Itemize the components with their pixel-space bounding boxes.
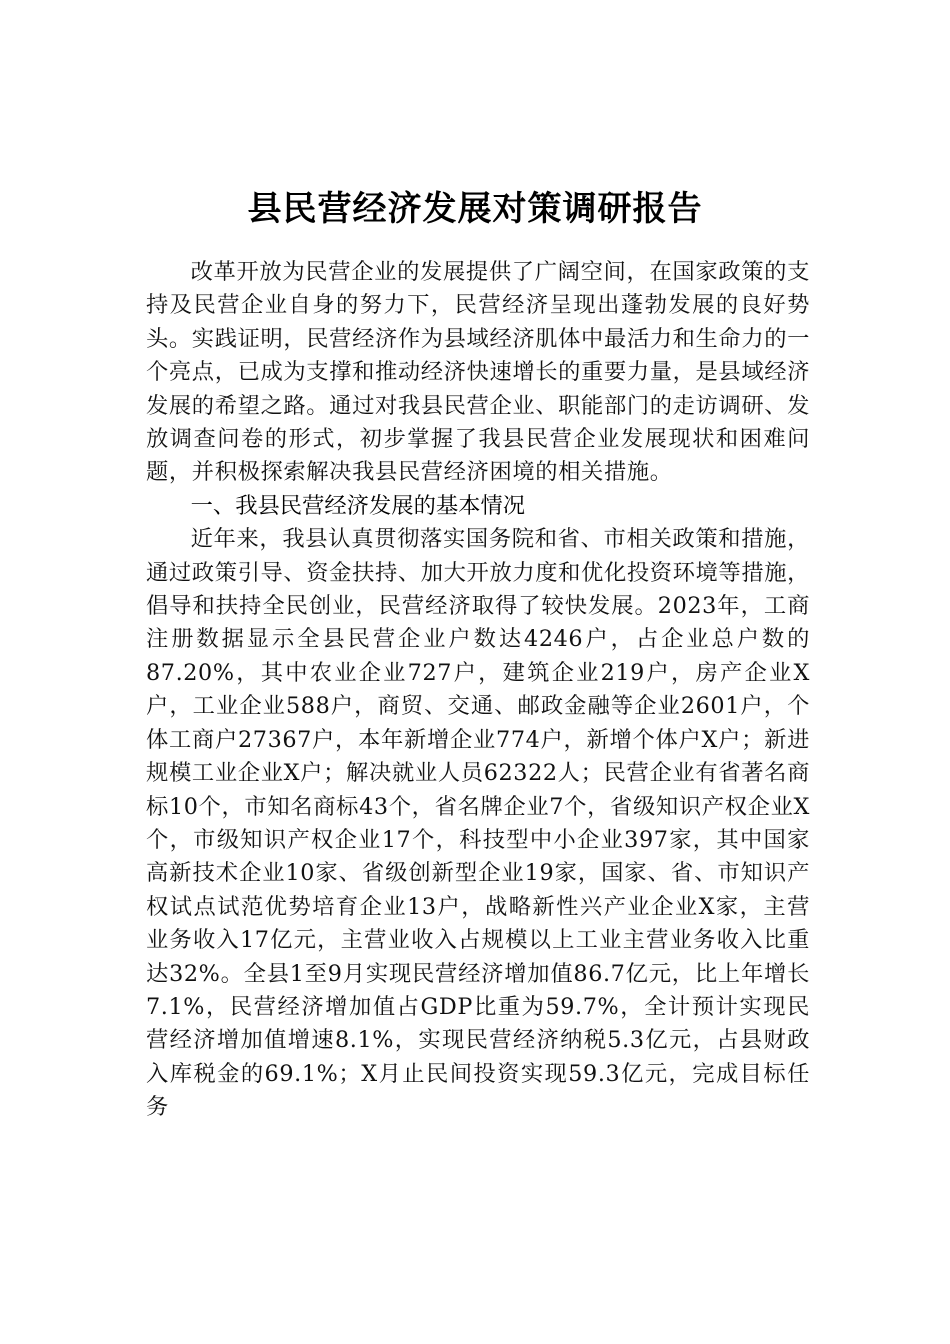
- intro-paragraph: 改革开放为民营企业的发展提供了广阔空间，在国家政策的支持及民营企业自身的努力下，民营经济呈现出蓬勃发展的良好势头。实践证明，民营经济作为县域经济肌体中最活力和生命力的一个亮点，已成为支撑和推动经济快速增长的重要力量，是县域经济发展的希望之路。通过对我县民营企业、职能部门的走访调研、发放调查问卷的形式，初步掌握了我县民营企业发展现状和困难问题，并积极探索解决我县民营经济困境的相关措施。: [146, 259, 811, 486]
- document-title: 县民营经济发展对策调研报告: [247, 188, 703, 229]
- section-1-paragraph: 近年来，我县认真贯彻落实国务院和省、市相关政策和措施，通过政策引导、资金扶持、加大开放力度和优化投资环境等措施，倡导和扶持全民创业，民营经济取得了较快发展。2023年，工商注册数据显示全县民营企业户数达4246户，占企业总户数的87.20%，其中农业企业727户，建筑企业219户，房产企业X户，工业企业588户，商贸、交通、邮政金融等企业2601户，个体工商户27367户，本年新增企业774户，新增个体户X户；新进规模工业企业X户；解决就业人员62322人；民营企业有省著名商标10个，市知名商标43个，省名牌企业7个，省级知识产权企业X个，市级知识产权企业17个，科技型中小企业397家，其中国家高新技术企业10家、省级创新型企业19家，国家、省、市知识产权试点试范优势培育企业13户，战略新性兴产业企业X家，主营业务收入17亿元，主营业收入占规模以上工业主营业务收入比重达32%。全县1至9月实现民营经济增加值86.7亿元，比上年增长7.1%，民营经济增加值占GDP比重为59.7%，全计预计实现民营经济增加值增速8.1%，实现民营经济纳税5.3亿元，占县财政入库税金的69.1%；X月止民间投资实现59.3亿元，完成目标任务: [146, 526, 811, 1121]
- document-body: [146, 256, 810, 1125]
- section-1-heading: 一、我县民营经济发展的基本情况: [190, 492, 526, 519]
